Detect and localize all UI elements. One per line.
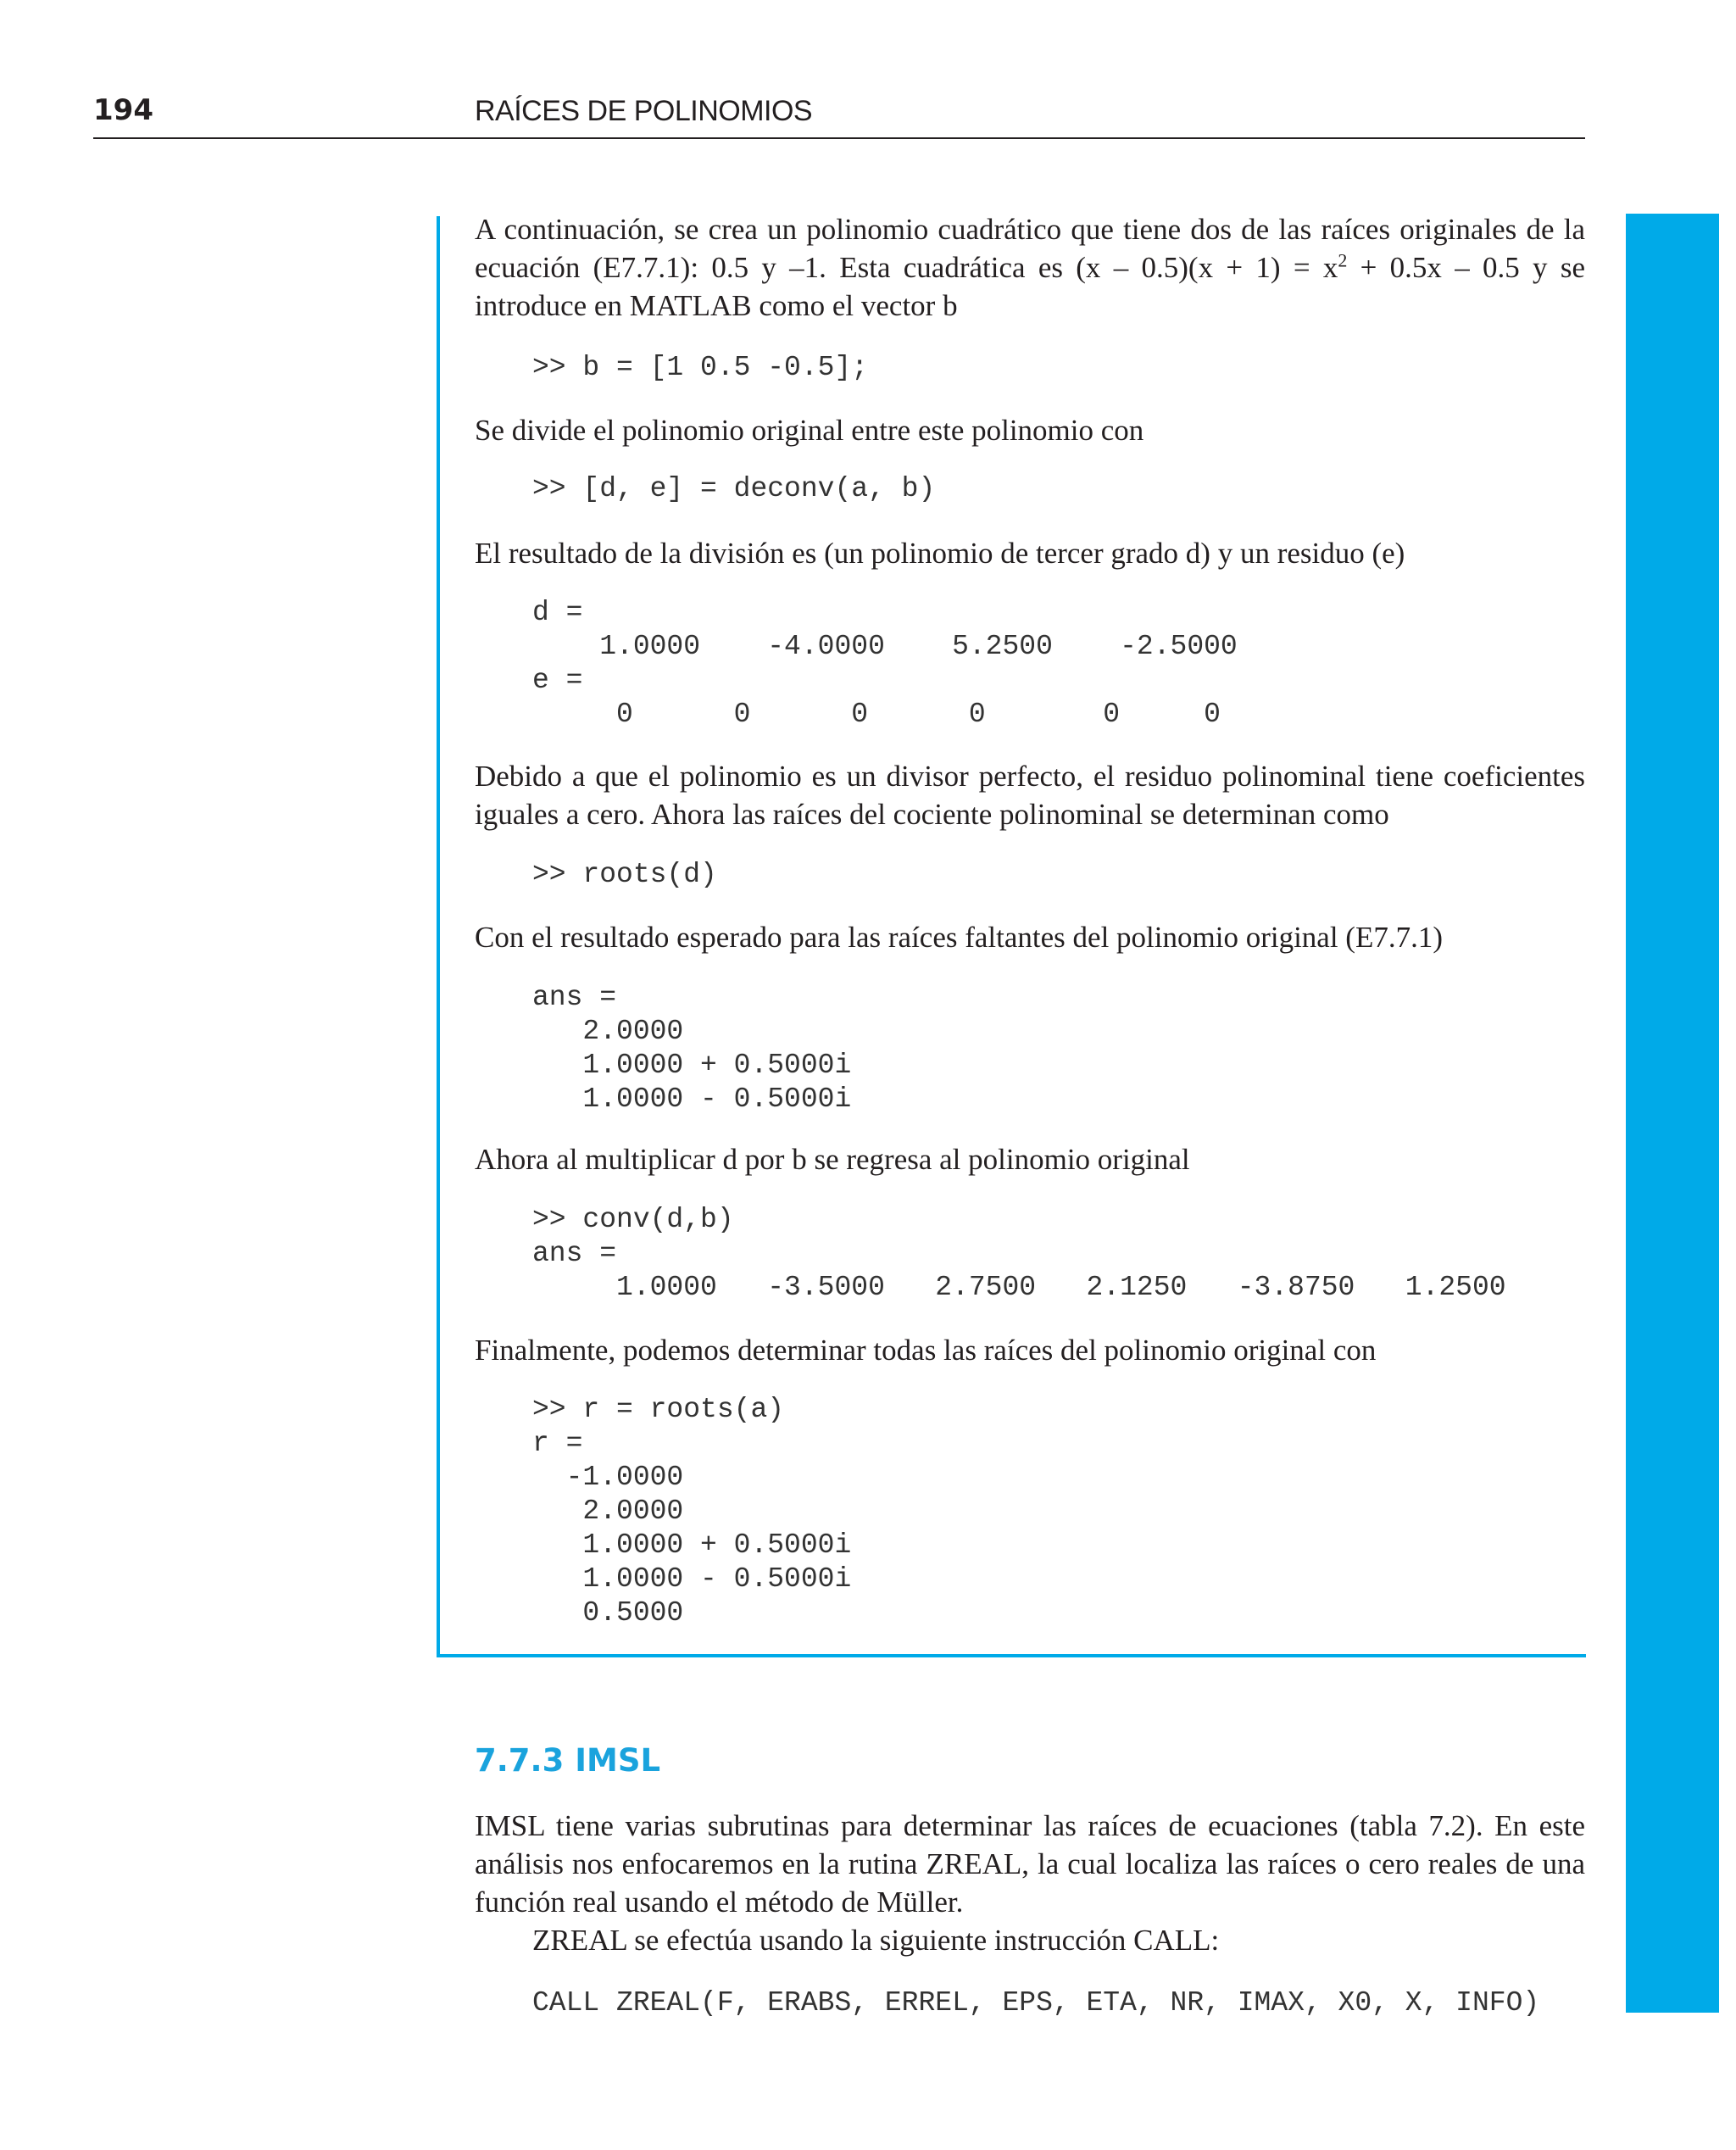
section-heading: 7.7.3 IMSL	[475, 1742, 661, 1779]
code-block-roots-a: >> r = roots(a) r = -1.0000 2.0000 1.0000 + 0.5000i 1.0000 - 0.5000i 0.5000	[532, 1394, 852, 1629]
code-block-zreal-call: CALL ZREAL(F, ERABS, ERREL, EPS, ETA, NR, IMAX, X0, X, INFO)	[532, 1987, 1540, 2019]
example-paragraph-2: Se divide el polinomio original entre este polinomio con	[475, 414, 1144, 447]
example-paragraph-7: Finalmente, podemos determinar todas las raíces del polinomio original con	[475, 1334, 1377, 1367]
code-block-deconv-result: d = 1.0000 -4.0000 5.2500 -2.5000 e = 0 0 0 0 0 0	[532, 597, 1238, 730]
running-title: RAÍCES DE POLINOMIOS	[475, 95, 813, 127]
example-paragraph-5: Con el resultado esperado para las raíces faltantes del polinomio original (E7.7.1)	[475, 921, 1443, 954]
code-block-roots-d: >> roots(d)	[532, 859, 717, 890]
page-number: 194	[93, 93, 153, 127]
chapter-side-tab	[1626, 214, 1719, 2013]
section-paragraph-2: ZREAL se efectúa usando la siguiente instrucción CALL:	[532, 1924, 1220, 1957]
example-paragraph-6: Ahora al multiplicar d por b se regresa al polinomio original	[475, 1143, 1190, 1176]
code-block-roots-result: ans = 2.0000 1.0000 + 0.5000i 1.0000 - 0.5000i	[532, 982, 852, 1115]
code-block-conv: >> conv(d,b) ans = 1.0000 -3.5000 2.7500 2.1250 -3.8750 1.2500	[532, 1204, 1506, 1303]
example-paragraph-4: Debido a que el polinomio es un divisor perfecto, el residuo polinominal tiene coeficientes iguales a cero. Ahora las raíces del cociente polinominal se determinan como	[475, 760, 1585, 831]
example-paragraph-1: A continuación, se crea un polinomio cuadrático que tiene dos de las raíces originales de la ecuación (E7.7.1): 0.5 y –1. Esta cuadrática es $(x - 0.5)(x + 1) = x^2 + 0.5x - 0.5$ y se introduce en MATLAB como el vector b	[475, 213, 1585, 322]
example-paragraph-3: El resultado de la división es (un polinomio de tercer grado d) y un residuo (e)	[475, 537, 1405, 570]
code-block-deconv: >> [d, e] = deconv(a, b)	[532, 473, 936, 504]
page-header	[93, 93, 1585, 139]
section-paragraph-1: IMSL tiene varias subrutinas para determinar las raíces de ecuaciones (tabla 7.2). En este análisis nos enfocaremos en la rutina ZREAL, la cual localiza las raíces o cero reales de una función real usando el método de Müller.	[475, 1809, 1585, 1919]
code-block-b-vector: >> b = [1 0.5 -0.5];	[532, 352, 869, 383]
